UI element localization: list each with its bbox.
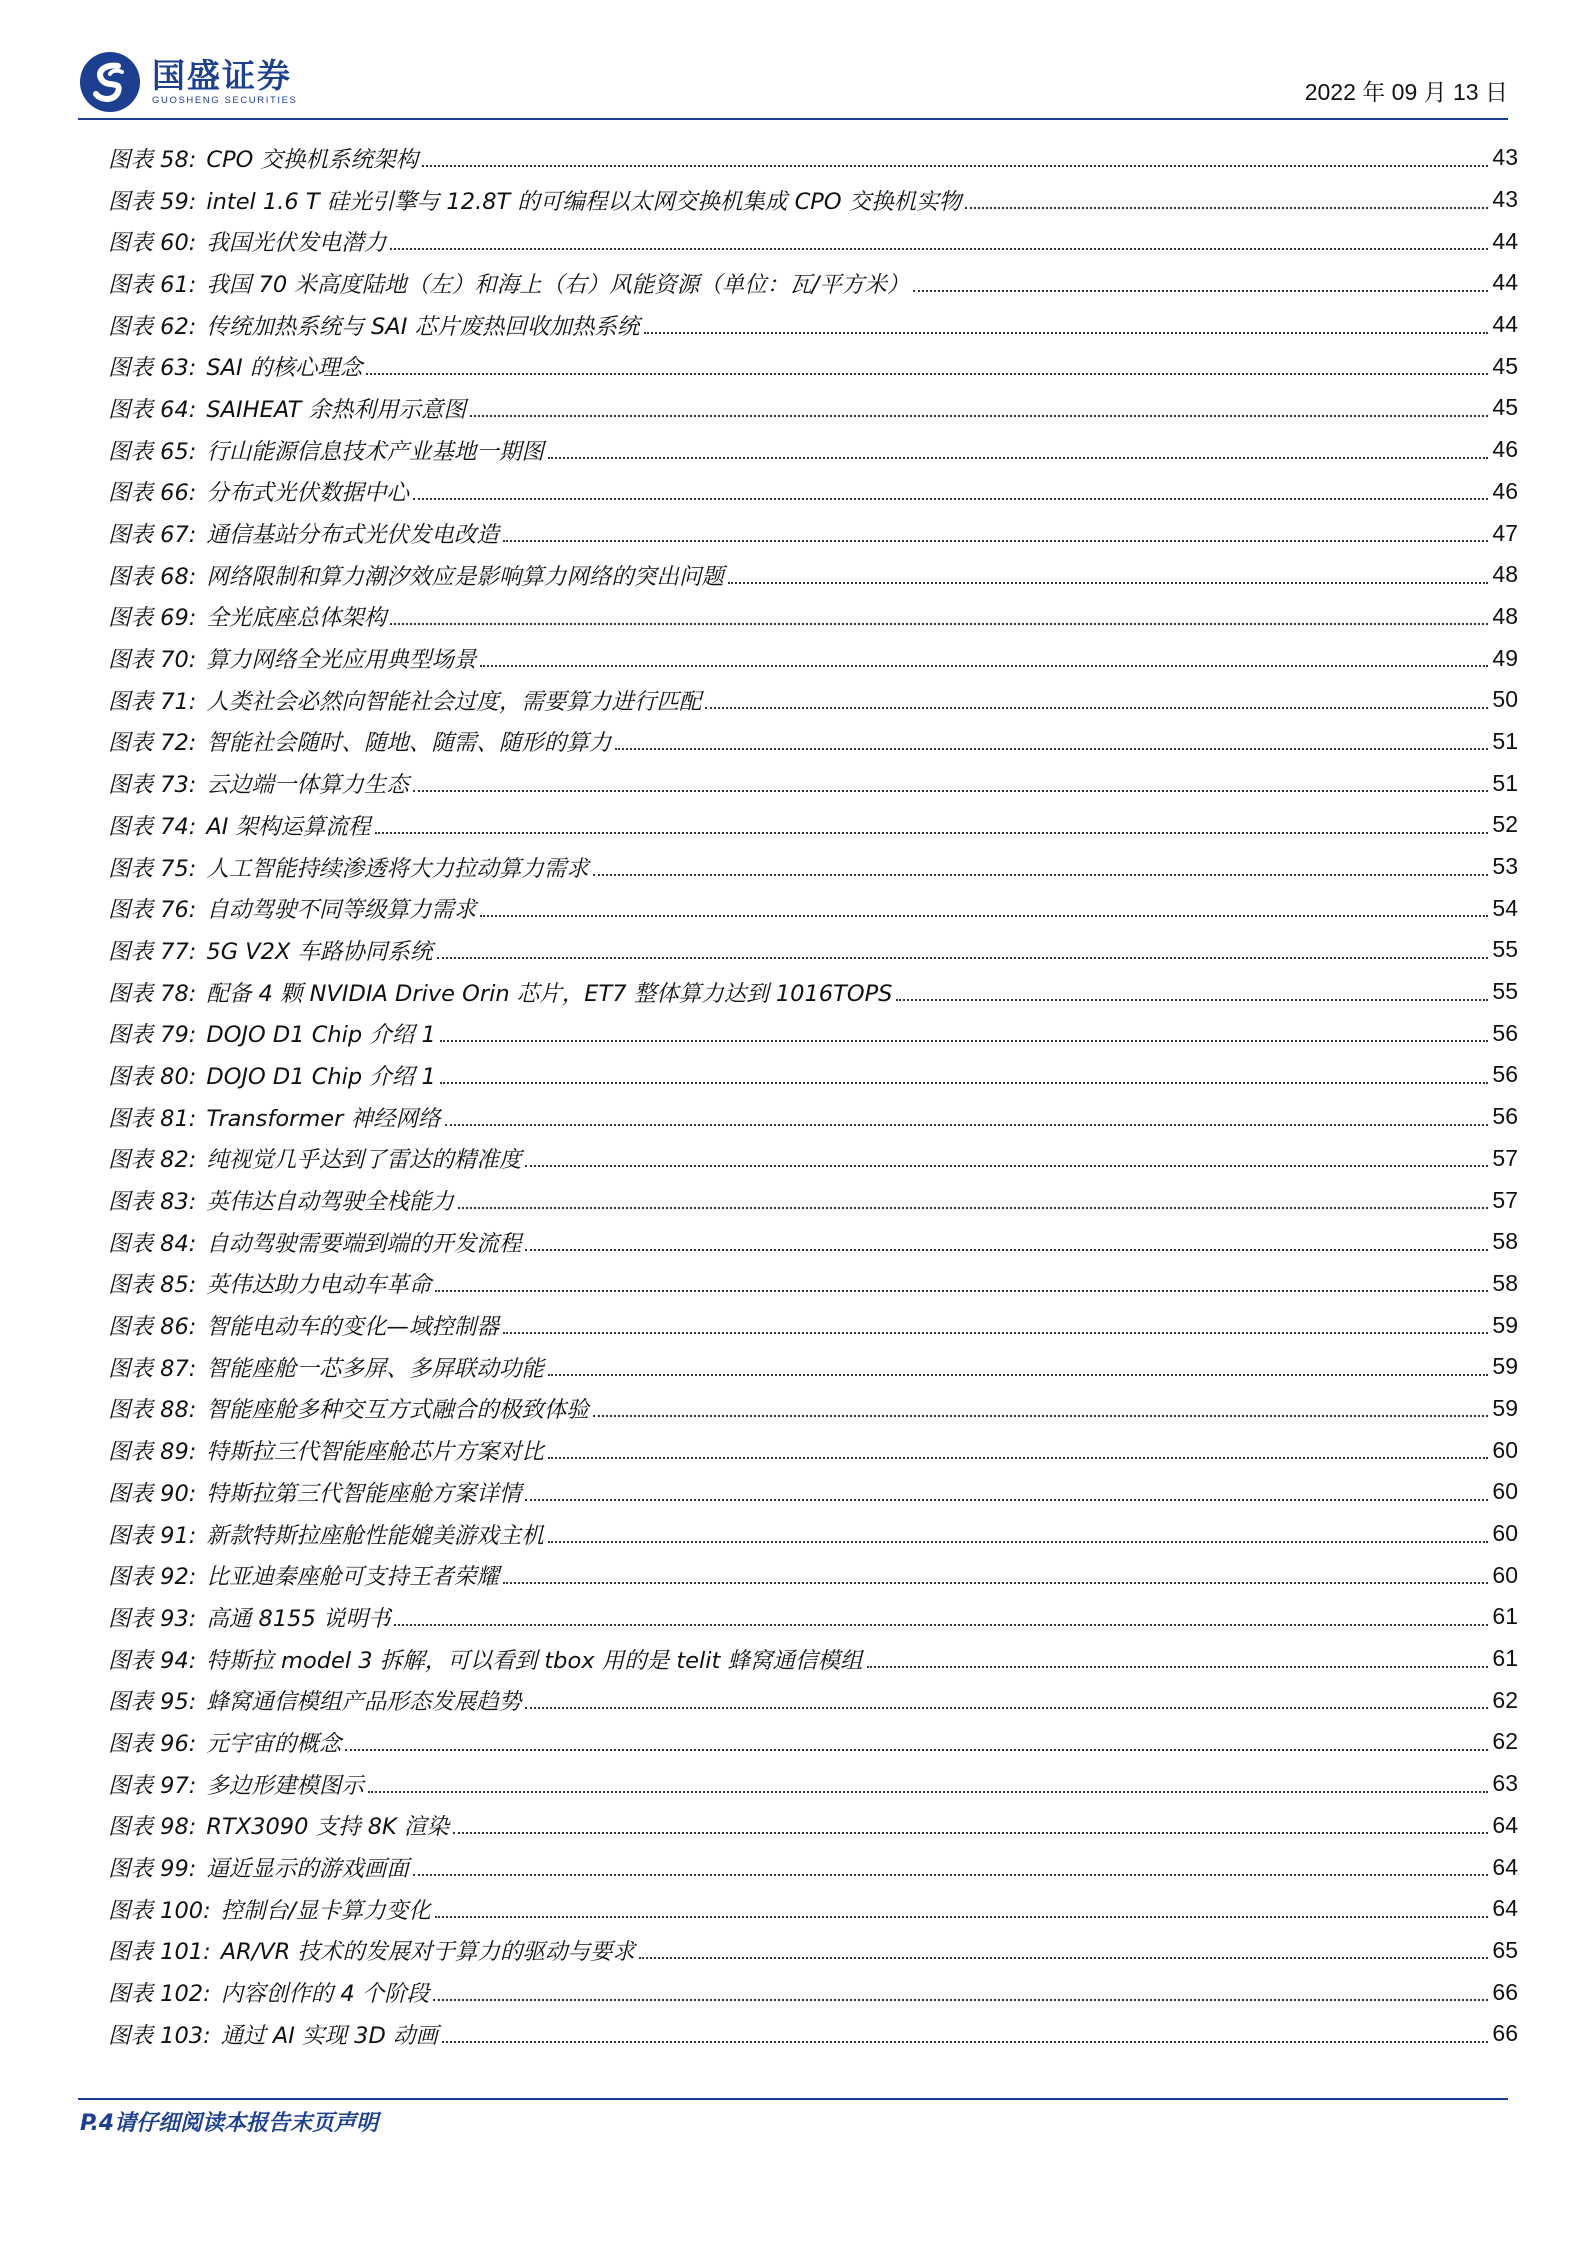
footer-disclaimer: P.4请仔细阅读本报告末页声明 bbox=[80, 2111, 379, 2136]
toc-entry-label: 图表 61: bbox=[108, 271, 197, 298]
toc-entry-label: 图表 82: bbox=[108, 1147, 197, 1174]
toc-dot-leader bbox=[368, 1791, 1489, 1793]
toc-entry-label: 图表 100: bbox=[108, 1897, 211, 1924]
toc-entry-page: 62 bbox=[1492, 1686, 1518, 1713]
toc-dot-leader bbox=[639, 1957, 1488, 1959]
toc-entry[interactable] bbox=[108, 1679, 1518, 1721]
toc-entry-label: 图表 75: bbox=[108, 855, 197, 882]
toc-dot-leader bbox=[728, 582, 1489, 584]
toc-entry-page: 65 bbox=[1492, 1936, 1518, 1963]
toc-dot-leader bbox=[503, 1582, 1489, 1584]
toc-dot-leader bbox=[593, 874, 1489, 876]
toc-entry-title: 内容创作的 4 个阶段 bbox=[220, 1981, 430, 2008]
figure-index-list bbox=[108, 137, 1518, 2055]
toc-entry-label: 图表 95: bbox=[108, 1689, 197, 1716]
toc-dot-leader bbox=[433, 1999, 1488, 2001]
toc-dot-leader bbox=[413, 498, 1489, 500]
toc-dot-leader bbox=[435, 1290, 1488, 1292]
toc-entry-title: 高通 8155 说明书 bbox=[206, 1605, 391, 1632]
toc-entry-title: 纯视觉几乎达到了雷达的精准度 bbox=[206, 1147, 522, 1174]
toc-entry[interactable] bbox=[108, 637, 1518, 679]
toc-entry-title: 控制台/显卡算力变化 bbox=[220, 1897, 431, 1924]
toc-dot-leader bbox=[896, 999, 1488, 1001]
toc-entry-title: SAIHEAT 余热利用示意图 bbox=[206, 396, 466, 423]
toc-entry[interactable] bbox=[108, 137, 1518, 179]
toc-entry[interactable] bbox=[108, 929, 1518, 971]
toc-entry-label: 图表 98: bbox=[108, 1814, 197, 1841]
toc-entry[interactable] bbox=[108, 1971, 1518, 2013]
toc-entry-title: 5G V2X 车路协同系统 bbox=[206, 938, 433, 965]
toc-entry-title: 英伟达助力电动车革命 bbox=[206, 1272, 432, 1299]
toc-dot-leader bbox=[525, 1249, 1488, 1251]
toc-entry-page: 49 bbox=[1492, 644, 1518, 671]
toc-entry-label: 图表 85: bbox=[108, 1272, 197, 1299]
toc-entry-title: 人类社会必然向智能社会过度，需要算力进行匹配 bbox=[206, 688, 702, 715]
toc-entry[interactable] bbox=[108, 1805, 1518, 1847]
toc-entry[interactable] bbox=[108, 1471, 1518, 1513]
toc-entry[interactable] bbox=[108, 721, 1518, 763]
toc-entry-page: 52 bbox=[1492, 811, 1518, 838]
toc-entry-page: 66 bbox=[1492, 1978, 1518, 2005]
toc-entry-page: 64 bbox=[1492, 1811, 1518, 1838]
toc-entry-label: 图表 79: bbox=[108, 1022, 197, 1049]
toc-entry-page: 64 bbox=[1492, 1853, 1518, 1880]
toc-dot-leader bbox=[435, 1916, 1489, 1918]
toc-entry-title: 通信基站分布式光伏发电改造 bbox=[206, 522, 499, 549]
toc-entry-title: 分布式光伏数据中心 bbox=[206, 480, 409, 507]
toc-entry-title: AR/VR 技术的发展对于算力的驱动与要求 bbox=[220, 1939, 635, 1966]
toc-entry-label: 图表 71: bbox=[108, 688, 197, 715]
toc-entry[interactable] bbox=[108, 387, 1518, 429]
toc-entry-page: 58 bbox=[1492, 1228, 1518, 1255]
toc-dot-leader bbox=[440, 1040, 1489, 1042]
toc-entry[interactable] bbox=[108, 804, 1518, 846]
toc-entry[interactable] bbox=[108, 1888, 1518, 1930]
toc-dot-leader bbox=[480, 665, 1488, 667]
toc-entry[interactable] bbox=[108, 1763, 1518, 1805]
toc-entry-title: 特斯拉第三代智能座舱方案详情 bbox=[206, 1480, 522, 1507]
toc-entry-page: 45 bbox=[1492, 394, 1518, 421]
toc-entry[interactable] bbox=[108, 1846, 1518, 1888]
toc-dot-leader bbox=[965, 207, 1488, 209]
toc-dot-leader bbox=[375, 832, 1489, 834]
toc-entry-label: 图表 77: bbox=[108, 938, 197, 965]
toc-entry-page: 57 bbox=[1492, 1144, 1518, 1171]
toc-entry-page: 44 bbox=[1492, 227, 1518, 254]
toc-entry-label: 图表 70: bbox=[108, 647, 197, 674]
toc-entry[interactable] bbox=[108, 1721, 1518, 1763]
toc-entry-title: 多边形建模图示 bbox=[206, 1772, 364, 1799]
toc-entry-title: AI 架构运算流程 bbox=[206, 813, 371, 840]
toc-entry-title: 自动驾驶需要端到端的开发流程 bbox=[206, 1230, 522, 1257]
toc-entry-label: 图表 99: bbox=[108, 1856, 197, 1883]
toc-entry-page: 60 bbox=[1492, 1520, 1518, 1547]
toc-dot-leader bbox=[548, 1457, 1489, 1459]
toc-dot-leader bbox=[445, 1124, 1489, 1126]
toc-entry[interactable] bbox=[108, 1304, 1518, 1346]
toc-dot-leader bbox=[867, 1666, 1489, 1668]
toc-entry-title: 算力网络全光应用典型场景 bbox=[206, 647, 477, 674]
toc-entry-label: 图表 90: bbox=[108, 1480, 197, 1507]
toc-entry-title: 新款特斯拉座舱性能媲美游戏主机 bbox=[206, 1522, 544, 1549]
toc-entry[interactable] bbox=[108, 1096, 1518, 1138]
toc-entry-page: 44 bbox=[1492, 269, 1518, 296]
toc-entry-title: 人工智能持续渗透将大力拉动算力需求 bbox=[206, 855, 589, 882]
toc-entry[interactable] bbox=[108, 1930, 1518, 1972]
toc-entry-label: 图表 86: bbox=[108, 1314, 197, 1341]
toc-entry-page: 57 bbox=[1492, 1186, 1518, 1213]
toc-dot-leader bbox=[705, 707, 1488, 709]
toc-entry-page: 51 bbox=[1492, 727, 1518, 754]
toc-entry[interactable] bbox=[108, 2013, 1518, 2055]
toc-dot-leader bbox=[366, 373, 1488, 375]
toc-dot-leader bbox=[345, 1749, 1488, 1751]
toc-entry[interactable] bbox=[108, 1179, 1518, 1221]
toc-entry[interactable] bbox=[108, 971, 1518, 1013]
toc-entry-label: 图表 83: bbox=[108, 1189, 197, 1216]
toc-entry[interactable] bbox=[108, 262, 1518, 304]
toc-entry-page: 51 bbox=[1492, 769, 1518, 796]
toc-entry-label: 图表 89: bbox=[108, 1439, 197, 1466]
toc-entry-title: 我国光伏发电潜力 bbox=[206, 230, 387, 257]
toc-entry[interactable] bbox=[108, 1554, 1518, 1596]
toc-entry-page: 60 bbox=[1492, 1478, 1518, 1505]
toc-entry-page: 47 bbox=[1492, 519, 1518, 546]
toc-entry[interactable] bbox=[108, 512, 1518, 554]
toc-entry-page: 56 bbox=[1492, 1061, 1518, 1088]
toc-entry-title: 比亚迪秦座舱可支持王者荣耀 bbox=[206, 1564, 499, 1591]
toc-entry-page: 48 bbox=[1492, 602, 1518, 629]
toc-dot-leader bbox=[437, 957, 1489, 959]
toc-entry-page: 61 bbox=[1492, 1603, 1518, 1630]
toc-entry-page: 48 bbox=[1492, 561, 1518, 588]
toc-entry-title: 智能电动车的变化—域控制器 bbox=[206, 1314, 499, 1341]
toc-entry-title: 云边端一体算力生态 bbox=[206, 772, 409, 799]
toc-entry-title: 逼近显示的游戏画面 bbox=[206, 1856, 409, 1883]
toc-dot-leader bbox=[503, 540, 1489, 542]
toc-entry-label: 图表 81: bbox=[108, 1105, 197, 1132]
toc-entry-page: 46 bbox=[1492, 477, 1518, 504]
toc-entry-page: 43 bbox=[1492, 186, 1518, 213]
toc-entry-label: 图表 66: bbox=[108, 480, 197, 507]
report-date: 2022 年 09 月 13 日 bbox=[1304, 79, 1508, 105]
toc-entry-title: 智能社会随时、随地、随需、随形的算力 bbox=[206, 730, 612, 757]
toc-entry-label: 图表 92: bbox=[108, 1564, 197, 1591]
toc-entry-title: 传统加热系统与 SAI 芯片废热回收加热系统 bbox=[206, 313, 640, 340]
toc-dot-leader bbox=[422, 165, 1488, 167]
toc-entry[interactable] bbox=[108, 429, 1518, 471]
toc-entry-label: 图表 59: bbox=[108, 188, 197, 215]
toc-entry[interactable] bbox=[108, 304, 1518, 346]
toc-entry-title: intel 1.6 T 硅光引擎与 12.8T 的可编程以太网交换机集成 CPO 交换机实物 bbox=[206, 188, 962, 215]
toc-entry-title: 自动驾驶不同等级算力需求 bbox=[206, 897, 477, 924]
toc-dot-leader bbox=[913, 290, 1488, 292]
footer-divider bbox=[78, 2098, 1508, 2100]
toc-entry-page: 63 bbox=[1492, 1770, 1518, 1797]
toc-entry-page: 58 bbox=[1492, 1269, 1518, 1296]
toc-entry-label: 图表 103: bbox=[108, 2022, 211, 2049]
toc-entry-title: DOJO D1 Chip 介绍 1 bbox=[206, 1022, 436, 1049]
toc-entry-title: 全光底座总体架构 bbox=[206, 605, 387, 632]
toc-entry[interactable] bbox=[108, 1012, 1518, 1054]
toc-entry-label: 图表 84: bbox=[108, 1230, 197, 1257]
toc-entry-page: 66 bbox=[1492, 2020, 1518, 2047]
toc-entry-page: 62 bbox=[1492, 1728, 1518, 1755]
toc-entry-title: Transformer 神经网络 bbox=[206, 1105, 441, 1132]
toc-entry-page: 43 bbox=[1492, 144, 1518, 171]
toc-entry[interactable] bbox=[108, 1346, 1518, 1388]
toc-entry-label: 图表 72: bbox=[108, 730, 197, 757]
toc-entry[interactable] bbox=[108, 1429, 1518, 1471]
toc-entry[interactable] bbox=[108, 1513, 1518, 1555]
toc-entry-title: 通过 AI 实现 3D 动画 bbox=[220, 2022, 438, 2049]
toc-entry-label: 图表 74: bbox=[108, 813, 197, 840]
toc-entry-title: 我国 70 米高度陆地（左）和海上（右）风能资源（单位：瓦/平方米） bbox=[206, 271, 910, 298]
toc-entry[interactable] bbox=[108, 220, 1518, 262]
toc-entry-label: 图表 96: bbox=[108, 1730, 197, 1757]
toc-entry-title: 智能座舱一芯多屏、多屏联动功能 bbox=[206, 1355, 544, 1382]
toc-entry-label: 图表 97: bbox=[108, 1772, 197, 1799]
toc-dot-leader bbox=[525, 1165, 1488, 1167]
toc-entry-title: CPO 交换机系统架构 bbox=[206, 146, 419, 173]
toc-entry-label: 图表 80: bbox=[108, 1063, 197, 1090]
toc-entry[interactable] bbox=[108, 1138, 1518, 1180]
toc-entry-title: 特斯拉三代智能座舱芯片方案对比 bbox=[206, 1439, 544, 1466]
toc-entry[interactable] bbox=[108, 846, 1518, 888]
toc-entry[interactable] bbox=[108, 596, 1518, 638]
toc-dot-leader bbox=[525, 1707, 1488, 1709]
toc-entry-label: 图表 64: bbox=[108, 396, 197, 423]
toc-entry-label: 图表 93: bbox=[108, 1605, 197, 1632]
toc-entry-page: 59 bbox=[1492, 1353, 1518, 1380]
toc-entry-title: 英伟达自动驾驶全栈能力 bbox=[206, 1189, 454, 1216]
toc-entry-title: 元宇宙的概念 bbox=[206, 1730, 342, 1757]
toc-entry-title: RTX3090 支持 8K 渲染 bbox=[206, 1814, 449, 1841]
toc-dot-leader bbox=[548, 457, 1489, 459]
toc-entry[interactable] bbox=[108, 887, 1518, 929]
toc-entry-page: 59 bbox=[1492, 1394, 1518, 1421]
toc-entry-page: 61 bbox=[1492, 1645, 1518, 1672]
toc-entry[interactable] bbox=[108, 1638, 1518, 1680]
company-name-cn: 国盛证券 bbox=[152, 56, 292, 95]
toc-entry-page: 50 bbox=[1492, 686, 1518, 713]
toc-entry-label: 图表 78: bbox=[108, 980, 197, 1007]
toc-dot-leader bbox=[470, 415, 1488, 417]
toc-entry-page: 45 bbox=[1492, 352, 1518, 379]
toc-entry-page: 55 bbox=[1492, 978, 1518, 1005]
toc-dot-leader bbox=[413, 790, 1489, 792]
toc-entry[interactable] bbox=[108, 1596, 1518, 1638]
toc-entry-label: 图表 87: bbox=[108, 1355, 197, 1382]
toc-entry-label: 图表 60: bbox=[108, 230, 197, 257]
toc-entry-label: 图表 69: bbox=[108, 605, 197, 632]
toc-dot-leader bbox=[390, 248, 1488, 250]
toc-entry-page: 60 bbox=[1492, 1561, 1518, 1588]
company-name-en: GUOSHENG SECURITIES bbox=[152, 95, 298, 106]
toc-entry-title: 智能座舱多种交互方式融合的极致体验 bbox=[206, 1397, 589, 1424]
toc-dot-leader bbox=[440, 1082, 1489, 1084]
toc-entry-page: 44 bbox=[1492, 311, 1518, 338]
toc-dot-leader bbox=[480, 915, 1488, 917]
toc-entry[interactable] bbox=[108, 1221, 1518, 1263]
toc-dot-leader bbox=[458, 1207, 1489, 1209]
toc-entry-title: 网络限制和算力潮汐效应是影响算力网络的突出问题 bbox=[206, 563, 724, 590]
toc-entry-label: 图表 63: bbox=[108, 355, 197, 382]
toc-entry-page: 56 bbox=[1492, 1019, 1518, 1046]
toc-entry[interactable] bbox=[108, 471, 1518, 513]
toc-entry-title: 行山能源信息技术产业基地一期图 bbox=[206, 438, 544, 465]
toc-entry-label: 图表 68: bbox=[108, 563, 197, 590]
toc-entry-title: 蜂窝通信模组产品形态发展趋势 bbox=[206, 1689, 522, 1716]
toc-entry-label: 图表 73: bbox=[108, 772, 197, 799]
toc-entry-page: 55 bbox=[1492, 936, 1518, 963]
toc-dot-leader bbox=[593, 1415, 1489, 1417]
toc-entry[interactable] bbox=[108, 179, 1518, 221]
toc-entry-page: 53 bbox=[1492, 853, 1518, 880]
toc-entry-page: 46 bbox=[1492, 436, 1518, 463]
toc-entry[interactable] bbox=[108, 345, 1518, 387]
toc-entry[interactable] bbox=[108, 679, 1518, 721]
toc-entry-label: 图表 94: bbox=[108, 1647, 197, 1674]
toc-dot-leader bbox=[548, 1541, 1489, 1543]
toc-dot-leader bbox=[615, 748, 1488, 750]
toc-dot-leader bbox=[390, 623, 1488, 625]
toc-entry-label: 图表 58: bbox=[108, 146, 197, 173]
toc-entry-label: 图表 91: bbox=[108, 1522, 197, 1549]
toc-dot-leader bbox=[525, 1499, 1488, 1501]
toc-dot-leader bbox=[442, 2041, 1488, 2043]
header-divider bbox=[78, 118, 1508, 120]
toc-entry-title: SAI 的核心理念 bbox=[206, 355, 363, 382]
toc-entry[interactable] bbox=[108, 1263, 1518, 1305]
toc-dot-leader bbox=[453, 1832, 1488, 1834]
toc-entry-title: 配备 4 颗 NVIDIA Drive Orin 芯片，ET7 整体算力达到 1016TOPS bbox=[206, 980, 893, 1007]
toc-dot-leader bbox=[548, 1374, 1489, 1376]
page-header bbox=[78, 44, 1508, 114]
toc-entry-page: 54 bbox=[1492, 894, 1518, 921]
toc-entry-label: 图表 88: bbox=[108, 1397, 197, 1424]
toc-entry-label: 图表 65: bbox=[108, 438, 197, 465]
toc-entry-label: 图表 76: bbox=[108, 897, 197, 924]
toc-dot-leader bbox=[503, 1332, 1489, 1334]
toc-entry[interactable] bbox=[108, 762, 1518, 804]
toc-entry[interactable] bbox=[108, 1388, 1518, 1430]
toc-entry-page: 64 bbox=[1492, 1895, 1518, 1922]
toc-entry-page: 60 bbox=[1492, 1436, 1518, 1463]
toc-dot-leader bbox=[413, 1874, 1489, 1876]
company-logo bbox=[78, 50, 297, 114]
toc-entry-page: 59 bbox=[1492, 1311, 1518, 1338]
toc-entry-label: 图表 101: bbox=[108, 1939, 211, 1966]
toc-dot-leader bbox=[394, 1624, 1488, 1626]
guosheng-logo-icon bbox=[78, 50, 142, 114]
toc-entry-page: 56 bbox=[1492, 1103, 1518, 1130]
toc-entry-label: 图表 62: bbox=[108, 313, 197, 340]
toc-entry-title: 特斯拉 model 3 拆解，可以看到 tbox 用的是 telit 蜂窝通信模组 bbox=[206, 1647, 863, 1674]
toc-entry[interactable] bbox=[108, 554, 1518, 596]
toc-entry-label: 图表 102: bbox=[108, 1981, 211, 2008]
toc-dot-leader bbox=[644, 332, 1489, 334]
toc-entry[interactable] bbox=[108, 1054, 1518, 1096]
toc-entry-label: 图表 67: bbox=[108, 522, 197, 549]
toc-entry-title: DOJO D1 Chip 介绍 1 bbox=[206, 1063, 436, 1090]
